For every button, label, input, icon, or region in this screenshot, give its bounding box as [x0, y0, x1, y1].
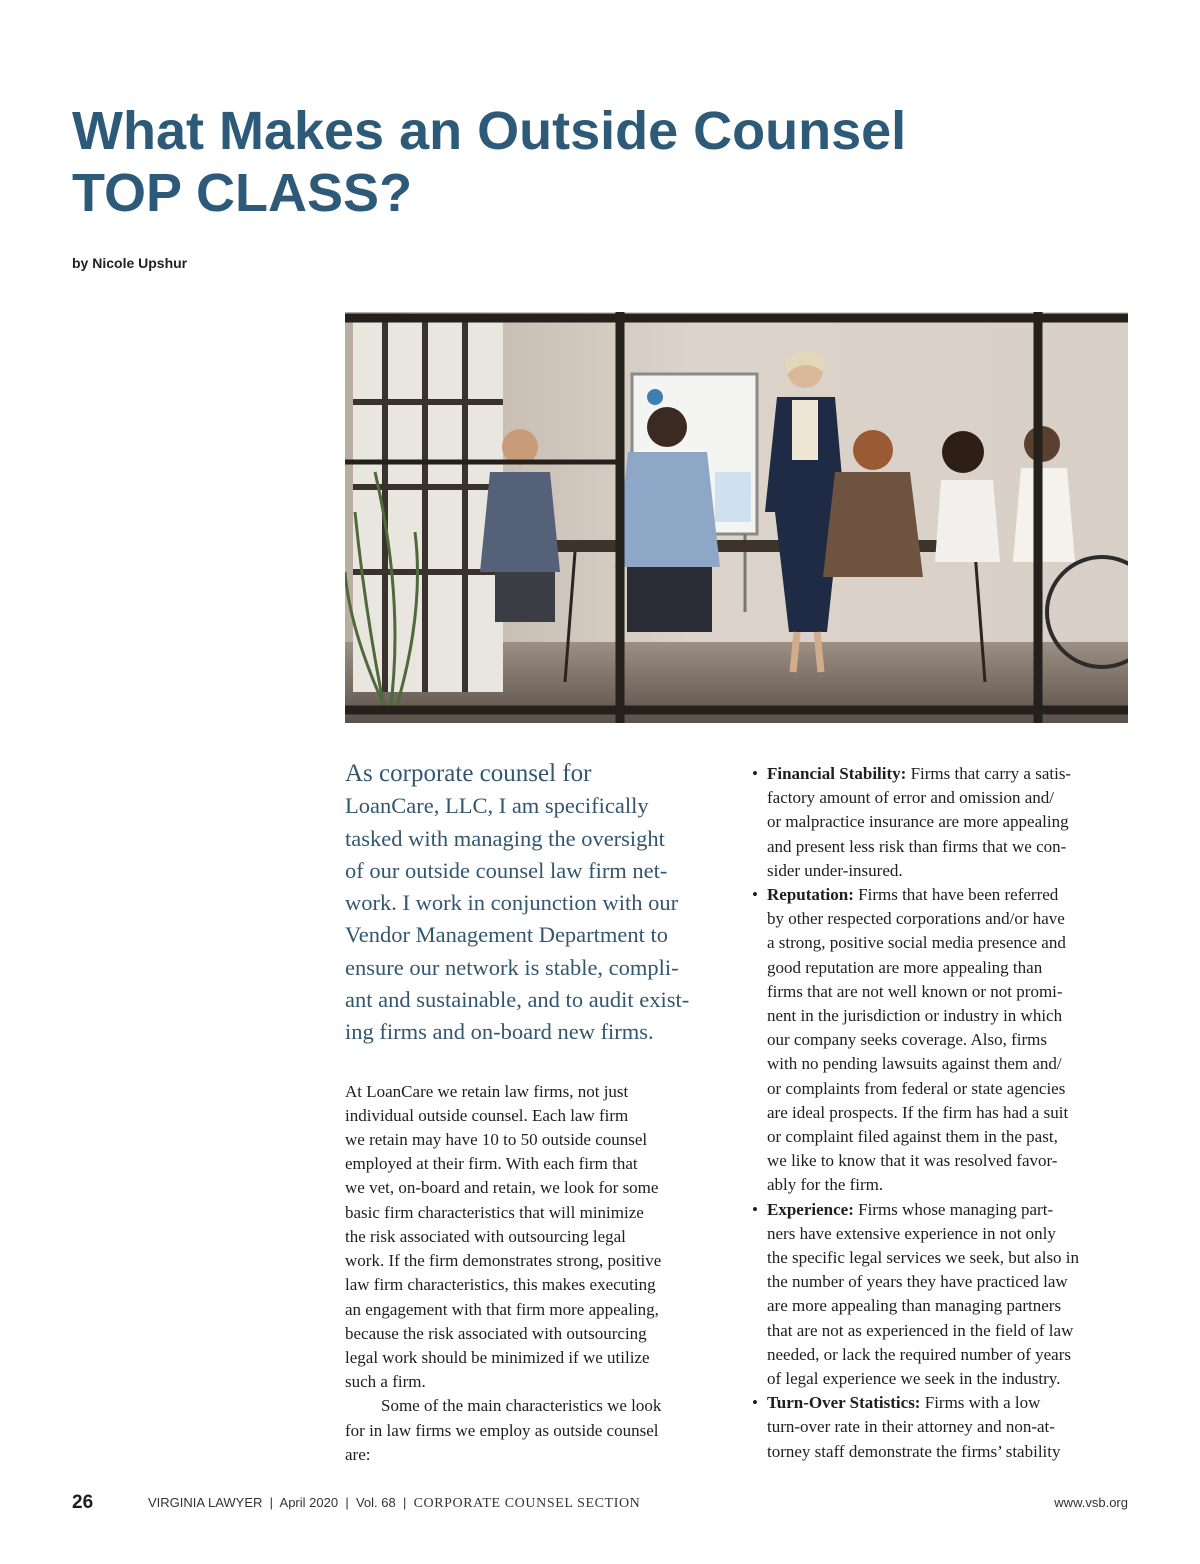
bullet-experience [750, 1198, 1135, 1392]
bullet-line: that are not as experienced in the field of law [767, 1320, 1074, 1340]
bullet-line: our company seeks coverage. Also, firms [767, 1030, 1047, 1050]
bullet-line: factory amount of error and omission and/ [767, 788, 1055, 808]
right-column [750, 762, 1135, 1464]
body-line: for in law firms we employ as outside counsel [345, 1420, 659, 1440]
bullet-text: Firms that carry a satis- [910, 764, 1072, 783]
meeting-photo [345, 312, 1128, 723]
body-line: legal work should be minimized if we utilize [345, 1347, 650, 1367]
body-line: law firm characteristics, this makes executing [345, 1275, 656, 1295]
bullet-financial-stability [750, 762, 1135, 883]
body-line: individual outside counsel. Each law firm [345, 1105, 629, 1125]
lede-line: ensure our network is stable, compli- [345, 954, 679, 980]
title-line-1: What Makes an Outside Counsel [72, 101, 907, 161]
lede-line: LoanCare, LLC, I am specifically [345, 793, 649, 819]
bullet-line [767, 883, 1135, 907]
body-line: Some of the main characteristics we look [381, 1396, 662, 1416]
bullet-line: firms that are not well known or not promi- [767, 981, 1063, 1001]
bullet-line: a strong, positive social media presence and [767, 933, 1066, 953]
bullet-line: sider under-insured. [767, 860, 903, 880]
lede-line: of our outside counsel law firm net- [345, 857, 668, 883]
bullet-line: and present less risk than firms that we con- [767, 836, 1067, 856]
section-name: CORPORATE COUNSEL SECTION [413, 1496, 641, 1511]
volume: Vol. 68 [355, 1495, 396, 1510]
bullet-dot: • [752, 885, 758, 905]
title-line-2: TOP CLASS? [72, 163, 413, 223]
page-number: 26 [72, 1492, 94, 1513]
bullet-line: needed, or lack the required number of years [767, 1344, 1071, 1364]
body-line: we retain may have 10 to 50 outside counsel [345, 1130, 648, 1150]
body-line: an engagement with that firm more appealing, [345, 1299, 659, 1319]
bullet-line: ners have extensive experience in not only [767, 1223, 1056, 1243]
bullet-line: ably for the firm. [767, 1175, 884, 1195]
bullet-term: Experience: [767, 1199, 854, 1219]
lede-line: Vendor Management Department to [345, 922, 669, 948]
bullet-reputation [750, 883, 1135, 1198]
magazine-name: VIRGINIA LAWYER [148, 1495, 263, 1510]
byline: by Nicole Upshur [72, 255, 188, 271]
bullet-line: by other respected corporations and/or have [767, 909, 1065, 929]
lede-line: ing firms and on-board new firms. [345, 1019, 654, 1045]
bullet-line: or complaints from federal or state agencies [767, 1078, 1066, 1098]
bullet-line: turn-over rate in their attorney and non-at- [767, 1417, 1055, 1437]
page-footer [72, 1492, 1128, 1516]
bullet-line: nent in the jurisdiction or industry in which [767, 1006, 1063, 1026]
meeting-photo-illustration [345, 312, 1128, 723]
body-paragraph [345, 1080, 723, 1467]
bullet-dot: • [752, 1199, 758, 1219]
bullet-line: good reputation are more appealing than [767, 957, 1043, 977]
bullet-line: of legal experience we seek in the industry. [767, 1369, 1061, 1389]
bullet-dot: • [752, 1393, 758, 1413]
body-line: At LoanCare we retain law firms, not just [345, 1081, 629, 1101]
bullet-term: Reputation: [767, 885, 854, 905]
lede-line: ant and sustainable, and to audit exist- [345, 987, 690, 1013]
lede-paragraph [345, 758, 723, 1049]
bullet-line: or complaint filed against them in the past, [767, 1127, 1058, 1147]
lede-line: As corporate counsel for [345, 760, 592, 787]
bullet-text: Firms whose managing part- [858, 1199, 1054, 1219]
bullet-term: Financial Stability: [767, 764, 907, 783]
bullet-dot: • [752, 764, 758, 783]
body-line: are: [345, 1444, 371, 1464]
publication-info [148, 1495, 640, 1512]
bullet-turnover-statistics [750, 1391, 1135, 1464]
bullet-line: are ideal prospects. If the firm has had a suit [767, 1102, 1069, 1122]
issue-date: April 2020 [279, 1495, 339, 1510]
bullet-line: are more appealing than managing partners [767, 1296, 1062, 1316]
bullet-line: torney staff demonstrate the firms’ stability [767, 1441, 1061, 1461]
bullet-line: we like to know that it was resolved favor- [767, 1151, 1058, 1171]
body-line: such a firm. [345, 1372, 426, 1392]
left-column [345, 758, 723, 1467]
bullet-line [767, 762, 1135, 786]
lede-line: tasked with managing the oversight [345, 825, 665, 851]
separator: | [345, 1495, 349, 1510]
bullet-text: Firms with a low [924, 1393, 1041, 1413]
separator: | [269, 1495, 274, 1510]
website-link[interactable]: www.vsb.org [1054, 1495, 1128, 1510]
bullet-line: with no pending lawsuits against them and/ [767, 1054, 1062, 1074]
bullet-line: the specific legal services we seek, but also in [767, 1248, 1080, 1268]
lede-line: work. I work in conjunction with our [345, 890, 679, 916]
body-line: work. If the firm demonstrates strong, positive [345, 1251, 662, 1271]
body-line: the risk associated with outsourcing legal [345, 1226, 626, 1246]
body-line: employed at their firm. With each firm that [345, 1154, 638, 1174]
separator: | [402, 1495, 407, 1510]
bullet-term: Turn-Over Statistics: [767, 1393, 921, 1413]
bullet-line [767, 1198, 1135, 1222]
body-line: basic firm characteristics that will minimize [345, 1202, 644, 1222]
bullet-line: the number of years they have practiced law [767, 1272, 1068, 1292]
article-title [72, 100, 1132, 224]
body-line: we vet, on-board and retain, we look for some [345, 1178, 659, 1198]
bullet-line: or malpractice insurance are more appealing [767, 812, 1069, 832]
bullet-line [767, 1391, 1135, 1415]
body-line: because the risk associated with outsourcing [345, 1323, 647, 1343]
bullet-text: Firms that have been referred [858, 885, 1059, 905]
